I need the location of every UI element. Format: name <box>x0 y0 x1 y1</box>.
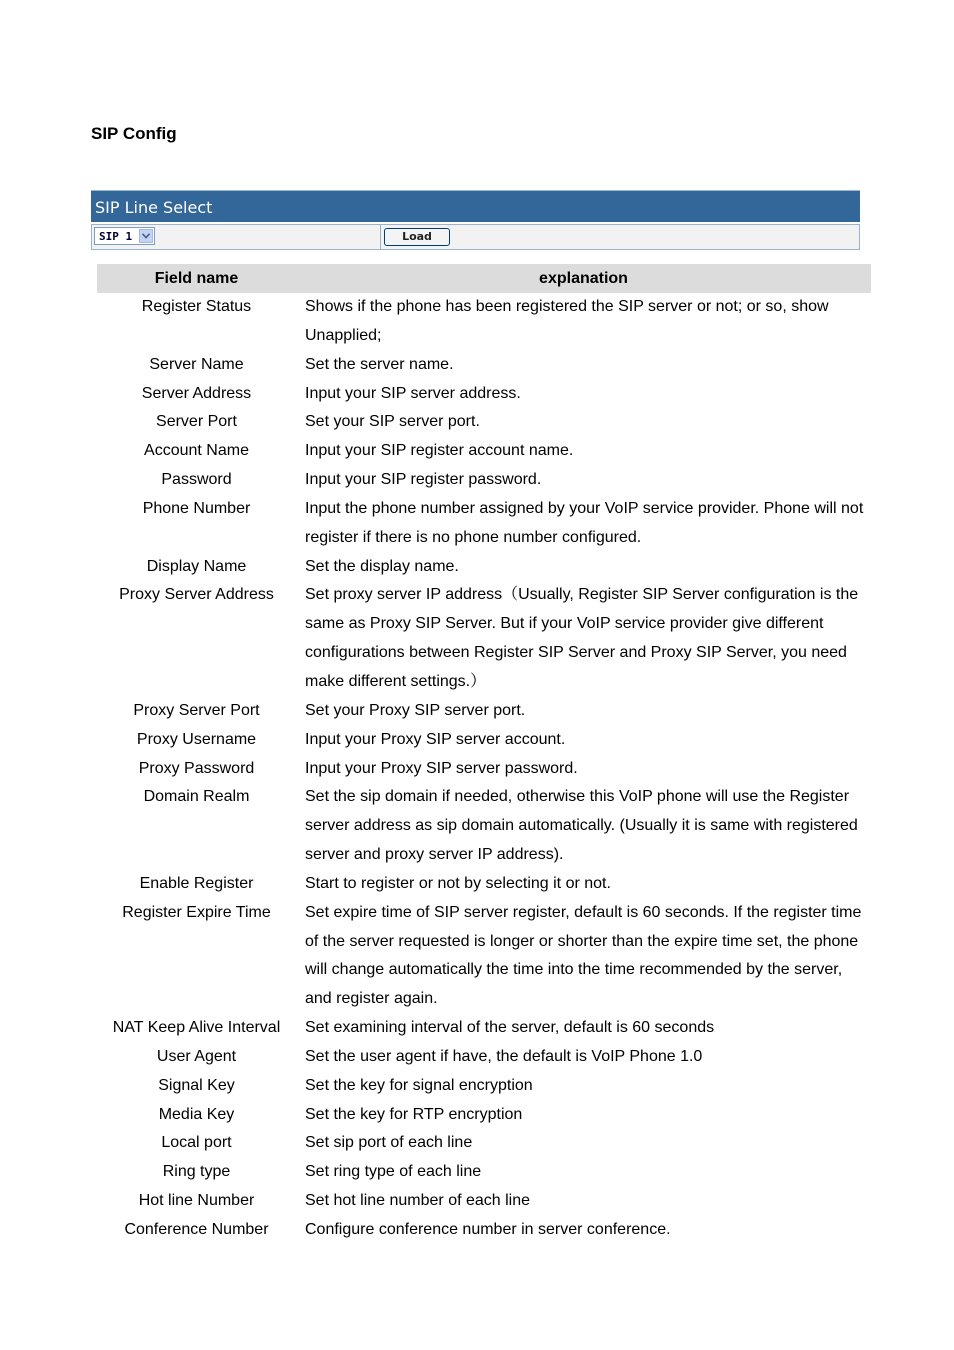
table-row <box>97 755 871 784</box>
field-name-cell: Enable Register <box>139 874 254 892</box>
table-row <box>97 1216 871 1245</box>
table-row <box>97 726 871 755</box>
table-row <box>97 870 871 899</box>
table-row <box>97 1158 871 1187</box>
explanation-cell: Start to register or not by selecting it or not. <box>305 874 611 892</box>
explanation-cell: Set ring type of each line <box>305 1163 482 1181</box>
panel-header-title: SIP Line Select <box>95 198 213 217</box>
field-name-cell: Conference Number <box>124 1221 269 1238</box>
explanation-cell: Set the display name. <box>305 557 459 575</box>
explanation-cell: Input your SIP register account name. <box>305 442 574 460</box>
table-row <box>97 466 871 495</box>
panel-controls-row <box>91 224 860 250</box>
explanation-cell: Set the key for signal encryption <box>305 1076 533 1094</box>
panel-header <box>91 190 860 222</box>
table-row <box>97 495 871 553</box>
table-row <box>97 899 871 1014</box>
field-name-cell: Server Address <box>141 384 252 402</box>
table-row <box>97 351 871 380</box>
field-name-cell: Ring type <box>162 1163 231 1181</box>
explanation-cell: Input the phone number assigned by your VoIP service provider. Phone will not register if there is no phone number configured. <box>305 499 864 546</box>
field-name-cell: Proxy Username <box>136 730 257 748</box>
explanation-cell: Set the user agent if have, the default is VoIP Phone 1.0 <box>305 1047 703 1065</box>
field-name-cell: Proxy Password <box>138 759 255 777</box>
explanation-cell: Set your Proxy SIP server port. <box>305 701 526 719</box>
table-body <box>97 293 871 1245</box>
sip-line-dropdown[interactable] <box>94 227 155 245</box>
table-row <box>97 1043 871 1072</box>
explanation-cell: Input your SIP server address. <box>305 384 521 402</box>
sip-line-dropdown-value: SIP 1 <box>99 230 133 243</box>
field-name-cell: Register Status <box>141 298 252 315</box>
explanation-cell: Set expire time of SIP server register, default is 60 seconds. If the register time of the server requested is longer or shorter than the expire time set, the phone will change automatically the time into the time recommended by the server, and register again. <box>305 903 862 1008</box>
field-name-cell: User Agent <box>156 1047 237 1065</box>
field-name-cell: Register Expire Time <box>122 903 271 921</box>
table-row <box>97 1187 871 1216</box>
explanation-cell: Set examining interval of the server, default is 60 seconds <box>305 1019 715 1037</box>
field-name-cell: Account Name <box>144 442 249 460</box>
explanation-cell: Set proxy server IP address（Usually, Register SIP Server configuration is the same as Proxy SIP Server. But if your VoIP service provider give different configurations between Register SIP Server and Proxy SIP Server, you need make different settings.） <box>305 586 859 690</box>
table-row <box>97 783 871 870</box>
field-name-cell: Signal Key <box>158 1076 235 1094</box>
explanation-cell: Set the sip domain if needed, otherwise this VoIP phone will use the Register server address as sip domain automatically. (Usually it is same with registered server and proxy server IP address). <box>305 788 858 864</box>
explanation-cell: Set the key for RTP encryption <box>305 1105 523 1123</box>
field-name-cell: Server Name <box>149 355 244 373</box>
explanation-cell: Set sip port of each line <box>305 1134 473 1152</box>
explanation-cell: Set your SIP server port. <box>305 413 480 431</box>
column-header-explanation: explanation <box>539 270 628 287</box>
table-row <box>97 1072 871 1101</box>
explanation-cell: Shows if the phone has been registered the SIP server or not; or so, show Unapplied; <box>305 298 829 344</box>
table-row <box>97 697 871 726</box>
field-name-cell: Server Port <box>156 413 237 431</box>
table-row <box>97 408 871 437</box>
field-name-cell: Media Key <box>158 1105 235 1123</box>
field-name-cell: Proxy Server Address <box>119 586 274 604</box>
explanation-cell: Set hot line number of each line <box>305 1192 531 1210</box>
explanation-cell: Input your Proxy SIP server password. <box>305 759 578 777</box>
table-row <box>97 553 871 582</box>
field-name-cell: Proxy Server Port <box>133 701 260 719</box>
field-name-cell: Phone Number <box>142 499 251 517</box>
table-row <box>97 437 871 466</box>
table-row <box>97 581 871 696</box>
field-name-cell: Password <box>161 471 232 489</box>
field-name-cell: Hot line Number <box>138 1192 255 1210</box>
field-name-cell: Local port <box>161 1134 232 1152</box>
page-title: SIP Config <box>91 124 177 143</box>
table-row <box>97 293 871 351</box>
load-button[interactable]: Load <box>384 228 450 246</box>
field-explanation-table <box>97 264 871 1245</box>
field-name-cell: Display Name <box>146 557 247 575</box>
table-row <box>97 380 871 409</box>
column-header-field-name: Field name <box>154 270 239 287</box>
explanation-cell: Input your SIP register password. <box>305 471 542 489</box>
explanation-cell: Input your Proxy SIP server account. <box>305 730 566 748</box>
chevron-down-icon[interactable] <box>139 229 153 243</box>
sip-line-select-panel <box>91 190 860 250</box>
table-row <box>97 1014 871 1043</box>
explanation-cell: Configure conference number in server conference. <box>305 1221 671 1238</box>
table-header <box>97 264 871 293</box>
field-name-cell: NAT Keep Alive Interval <box>112 1019 281 1037</box>
table-row <box>97 1129 871 1158</box>
panel-row-divider <box>380 225 381 249</box>
field-name-cell: Domain Realm <box>143 788 250 806</box>
explanation-cell: Set the server name. <box>305 355 454 373</box>
table-row <box>97 1101 871 1130</box>
